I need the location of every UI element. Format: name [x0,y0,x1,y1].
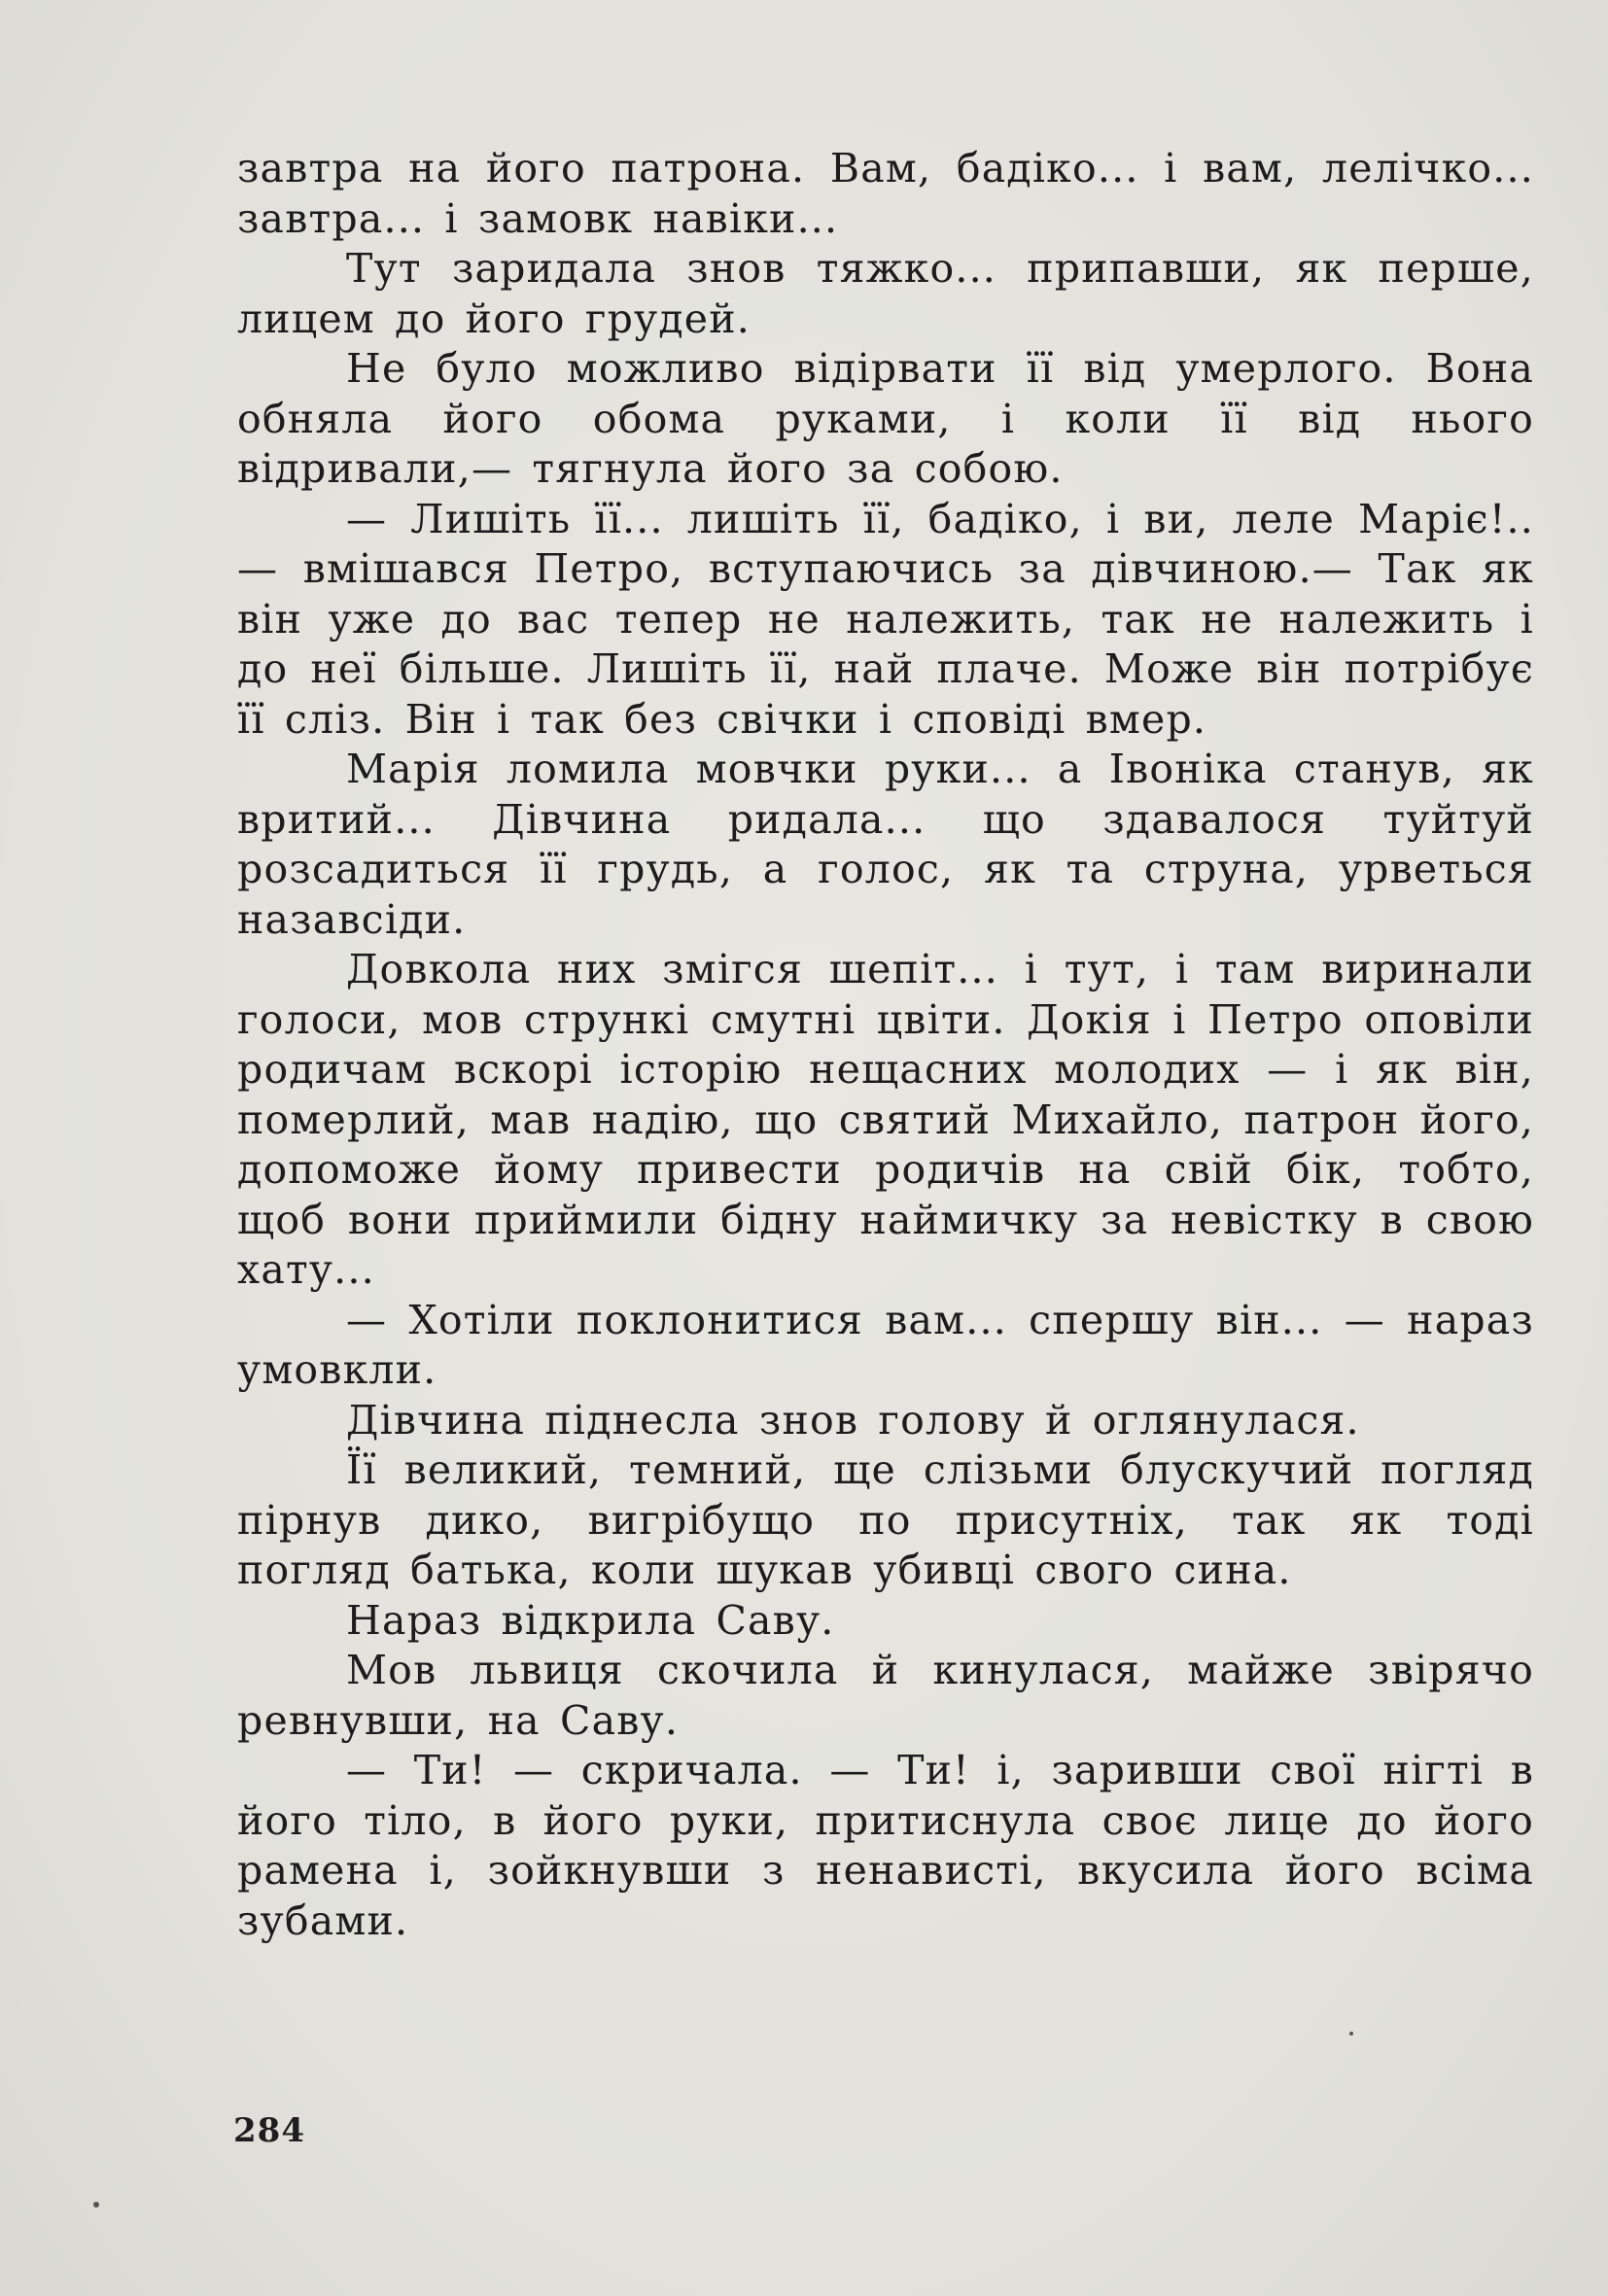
paragraph-10: Нараз відкрила Саву. [346,1596,835,1644]
paragraph-6: Довкола них змігся шепіт... і тут, і там виринали голоси, мов стрункі смутні цвіти. Докія і Петро оповіли родичам вскорі історію нещасних молодих — і як він, померлий, мав надію, що святий Михайло, патрон його, допоможе йому привести родичів на свій бік, тобто, щоб вони приймили бідну наймичку за невістку в свою хату... [237,946,1534,1293]
body-text [237,144,1534,1946]
paragraph-5: Марія ломила мовчки руки... а Івоніка станув, як вритий... Дівчина ридала... що здавалося туйтуй розсадиться її грудь, а голос, як та струна, урветься назавсіди. [237,746,1534,943]
paragraph-4: — Лишіть її... лишіть її, бадіко, і ви, леле Маріє!..— вмішався Петро, вступаючись за дівчиною.— Так як він уже до вас тепер не належить, так не належить і до неї більше. Лишіть її, най плаче. Може він потрібує її сліз. Він і так без свічки і сповіді вмер. [237,495,1534,743]
page-number: 284 [233,2111,305,2150]
paragraph-12: — Ти! — скричала. — Ти! і, заривши свої нігті в його тіло, в його руки, притиснула своє лице до його рамена і, зойкнувши з ненависті, вкусила його всіма зубами. [237,1747,1534,1944]
paragraph-8: Дівчина піднесла знов голову й оглянулася. [346,1396,1360,1444]
paragraph-3: Не було можливо відірвати її від умерлого. Вона обняла його обома руками, і коли її від нього відривали,— тягнула його за собою. [237,345,1534,492]
paragraph-7: — Хотіли поклонитися вам... спершу він... — нараз умовкли. [237,1296,1534,1393]
paragraph-2: Тут заридала знов тяжко... припавши, як перше, лицем до його грудей. [237,245,1534,342]
paragraph-1: завтра на його патрона. Вам, бадіко... і вам, лелічко... завтра... і замовк навіки... [237,145,1534,242]
scan-speck [93,2202,99,2208]
paragraph-9: Її великий, темний, ще слізьми блускучий погляд пірнув дико, вигрібущо по присутніх, так як тоді погляд батька, коли шукав убивці свого сина. [237,1446,1534,1593]
scan-speck [1349,2032,1353,2035]
paragraph-11: Мов львиця скочила й кинулася, майже звірячо ревнувши, на Саву. [237,1647,1534,1744]
